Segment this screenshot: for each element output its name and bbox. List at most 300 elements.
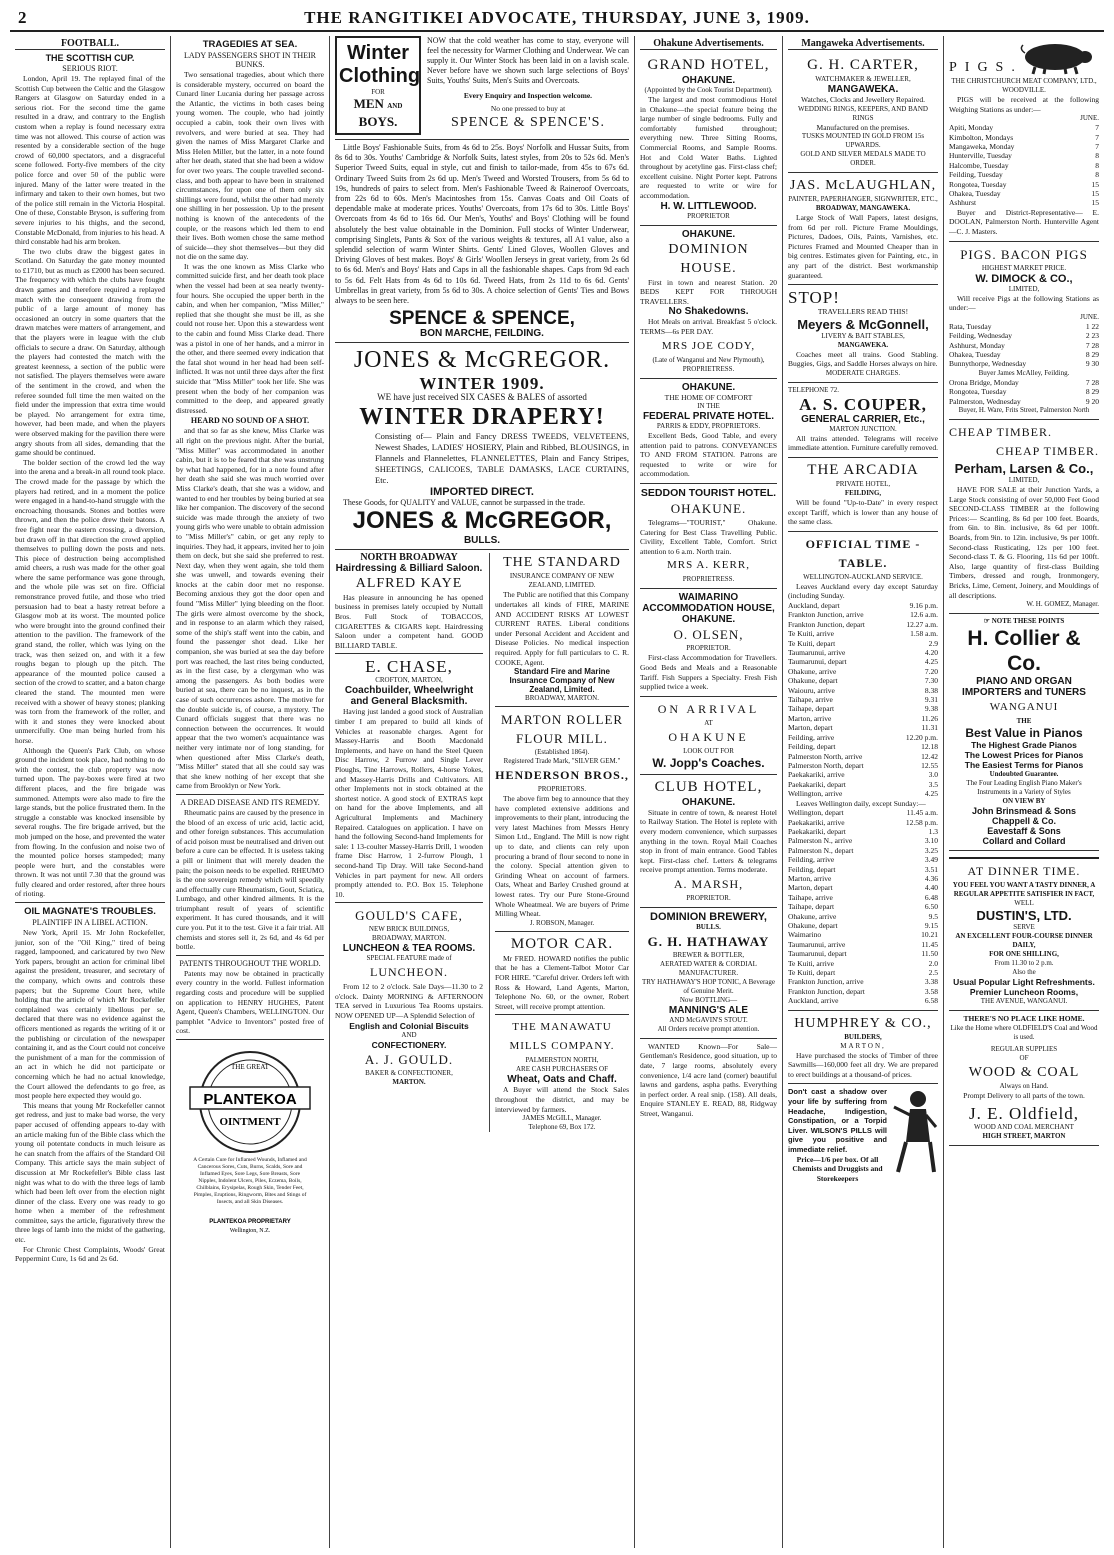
row-value: 4.40 [924,883,938,893]
at-dinner-time: AT DINNER TIME. [967,864,1081,879]
masthead [10,8,1104,32]
row-label: Bunnythorpe, Wednesday [949,359,1027,369]
table-row [788,648,938,657]
table-row [949,397,1099,406]
row-label: Frankton Junction, arrive [788,610,864,620]
dustin-also: Also the [1012,968,1036,977]
home-regular: REGULAR SUPPLIES [990,1044,1058,1053]
home-always: Always on Hand. [999,1081,1049,1090]
gould-and: AND [401,1030,417,1039]
meyers-moderate: MODERATE CHARGES. [825,368,901,377]
mangaweka-section: Mangaweka Advertisements. [788,38,938,50]
row-label: Ashhurst [949,198,977,208]
home-of: OF [1019,1053,1029,1062]
federal-in-the: IN THE [697,402,720,410]
collier-four: The Four Leading English Piano Maker's Instruments in a Variety of Styles [966,779,1082,797]
pig-icon [1015,39,1095,75]
gould-broadway: BROADWAY, MARTON. [372,934,446,943]
for-word: FOR [371,88,385,96]
boys-word: BOYS. [358,114,398,129]
meyers-text: Coaches meet all trains. Good Stabling. Buggies, Gigs, and Saddle Horses always on hire. [788,349,938,369]
manawatu-mills: THE MANAWATU MILLS COMPANY. [509,1021,615,1053]
row-value: 15 [1091,179,1099,189]
row-label: Palmerston N., arrive [788,836,853,846]
meyers-mcgonnell: Meyers & McGonnell, [797,316,929,332]
dread-disease-headline: A DREAD DISEASE AND ITS REMEDY. [180,797,320,807]
rheumo-paragraph: Rheumatic pains are caused by the presence in the blood of an excess of uric acid, lactic acid, and other foreign substances. This accumulation of acid poison must be neutralised and driven out before a cure can be effected. It is useless taking a pill or liniment that will merely deaden the pain; the poison needs to be expelled. RHEUMO is the one sovereign remedy which will speedily and effectually cure Rheumatism, Gout, Sciatica, Lumbago, and other kindred ailments. It is the triumphant result of years of scientific experiment. It has cured thousands, and it will cure you. Put it to the test. Give it a fair trial. All chemists and stores sell it, 2s 6d, and 4s 6d per bottle. [176,807,324,952]
patents-paragraph: Patents may now be obtained in practically every country in the world. Fullest information regarding costs and procedure will be supplied on application to HENRY HUGHES, Patent Agent, Queen's Chambers, WELLINGTON. Our pamphlet "Advice to Inventors" posted free of cost. [176,968,324,1036]
row-label: Te Kuiti, arrive [788,629,834,639]
table-row [788,770,938,779]
dominion-text-2: Hot Meals on arrival. Breakfast 5 o'clock. TERMS—6s PER DAY. [640,317,777,336]
row-value: 4.20 [924,648,938,658]
gould-confectionery: CONFECTIONERY. [371,1039,447,1050]
row-label: Palmerston N., depart [788,845,854,855]
seddon-location: OHAKUNE. [670,500,747,516]
row-value: 3.49 [924,855,938,865]
row-value: 7 [1095,132,1099,142]
oldfield-location: HIGH STREET, MARTON [982,1132,1066,1141]
table-row [949,142,1099,151]
tragedies-headline: TRAGEDIES AT SEA. [202,39,298,50]
arrival-ohakune: OHAKUNE [668,729,749,744]
collier-wanganui: WANGANUI [989,701,1059,714]
dinner-sub: YOU FEEL YOU WANT A TASTY DINNER, A REGULAR APPETITE SATISFIER IN FACT, [952,881,1096,899]
hairdressing-sub: Hairdressing & Billiard Saloon. [335,562,483,574]
row-label: Frankton Junction, depart [788,619,865,629]
row-label: Taihape, arrive [788,695,833,705]
row-value: 1.3 [928,826,938,836]
spence-name: SPENCE & SPENCE, [389,308,575,330]
row-label: Paekakariki, arrive [788,770,845,780]
row-value: 7.30 [924,676,938,686]
row-label: Orona Bridge, Monday [949,377,1019,387]
scottish-cup-headline: THE SCOTTISH CUP. [45,53,135,63]
gould-luncheon: LUNCHEON. [370,965,448,980]
grand-hotel: GRAND HOTEL, [647,57,770,73]
mclaughlan-text: Large Stock of Wall Papers, latest designs, from 6d per roll. Picture Frame Mouldings, Pictures, Dadoes, Oils, Paints, Varnishes, etc. Pictures Framed and Mounted Cheaper than in big centres. Estimates given for Painting, etc., in any part of the district. Best workmanship guaranteed. [788,213,938,280]
seddon-text: Telegrams—"TOURIST," Ohakune. Catering for Best Class Travelling Public. Civility, Excellent Table, Comfort. Strict attention to 6 a.m. North train. [640,517,777,556]
home-prompt: Prompt Delivery to all parts of the town. [963,1090,1085,1100]
row-value: 3.51 [924,864,938,874]
row-label: Marton, depart [788,883,833,893]
table-row [788,893,938,902]
gould-baker: BAKER & CONFECTIONER, [365,1068,453,1077]
row-label: Auckland, arrive [788,996,839,1006]
row-label: Palmerston North, arrive [788,751,863,761]
winter-intro: NOW that the cold weather has come to stay, everyone will feel the necessity for Warmer Clothing and Underwear. We can supply it. Our Winter Stock has been laid in on a lavish scale. Never before have we shown such large selections of Boys' Suits, Youths' Suits, Men's Suits and Overcoats. [427,36,629,85]
north-broadway: NORTH BROADWAY [360,552,458,564]
row-label: Palmerston North, depart [788,760,864,770]
kaye-text: Has pleasure in announcing he has opened business in premises lately occupied by Nuttall Bros. Full Stock of TOBACCOS, CIGARETTES & CIGARS kept. Hairdressing Saloon under a competent hand. GOOD BILLIARD TABLE. [335,592,483,650]
couper-sub: GENERAL CARRIER, Etc., [801,413,925,425]
row-value: 9.15 [924,921,938,930]
row-value: 8 29 [1085,350,1099,360]
row-label: Paekakariki, depart [788,779,846,789]
dominion-location: OHAKUNE. [681,228,736,240]
row-value: 3.25 [924,845,938,855]
table-row [788,657,938,666]
row-label: Taumarunui, arrive [788,648,846,658]
table-row [949,387,1099,396]
jm-received: WE have just received SIX CASES & BALES of assorted [377,392,587,403]
tragedies-paragraph-1: Two sensational tragedies, about which there is considerable mystery, occurred on board the Cunard liner Lucania during her passage across the Atlantic, the victims in both cases being young women. The couple, who had jointly occupied a cabin, took their own lives with revolvers, and were buried at sea. They had given the names of Miss Margaret Clarke and Miss Helen Miller, but the latter, in a note found after her death, stated that she had been a widow for over two years. The couple travelled second-class, and both appear to have been in straitened circumstances, for upon one of them only six shillings were found, whilst the other had merely one shilling in her possession. Up to the present nothing is known of the antecedents of the couple, or the reasons which led them to end their lives. Both women chose the same method of suicide—they shot themselves—but they did not die on the same day. [176,70,324,262]
je-oldfield: J. E. Oldfield, [969,1104,1079,1124]
winter-1909: WINTER 1909. [419,374,545,394]
seddon-hotel: SEDDON TOURIST HOTEL. [640,486,777,499]
cheap-timber-1: CHEAP TIMBER. [949,425,1053,440]
table-row [788,940,938,949]
row-label: Frankton Junction, depart [788,986,865,996]
imported-direct: IMPORTED DIRECT. [430,485,534,498]
row-value: 7 [1095,142,1099,151]
gh-carter: G. H. CARTER, [807,57,919,73]
enquiry-line: Every Enquiry and Inspection welcome. [463,91,593,100]
mcgavins-stout: AND McGAVIN'S STOUT. [669,1015,748,1024]
row-value: 15 [1091,189,1099,199]
row-label: Feilding, depart [788,742,836,752]
the-standard: THE STANDARD [503,555,621,571]
row-label: Rongotea, Tuesday [949,179,1007,189]
row-value: 3.38 [924,977,938,987]
row-value: 9.5 [928,911,938,921]
standard-agent: Standard Fire and Marine Insurance Company of New Zealand, Limited. [509,667,615,695]
h-collier: H. Collier & Co. [967,627,1081,676]
row-value: 4.25 [924,789,938,799]
column-1 [10,36,171,1548]
tragedies-paragraph-2: It was the one known as Miss Clarke who committed suicide first, and her death took place when the vessel had been at sea nearly twenty-four hours. She occupied the upper berth in the cabin, and when her companion, "Miss Miller," replied that she thought she must be ill, as she could not rouse her. Upon this a stewardess went to the cabin and found Miss Clarke dead. There was a pistol in one of her hands, and a mirror in the other, and there seemed every indication that the fatal shot wound in her head had been self-inflicted. It was not until three days after the first suicide that "Miss Miller" took her life. She was present when the body of her companion was committed to the deep, and appeared greatly distressed. [176,261,324,415]
column-2 [171,36,330,1548]
wood-and-coal: WOOD & COAL [968,1064,1080,1080]
standard-sub: INSURANCE COMPANY OF NEW ZEALAND, LIMITED. [509,572,615,590]
no-sound-subhead: HEARD NO SOUND OF A SHOT. [190,416,310,426]
stop-heading: STOP! [788,288,840,308]
jas-mclaughlan: JAS. McLAUGHLAN, [789,178,937,193]
row-value: 2.0 [928,958,938,968]
oint-word: OINTMENT [219,1116,281,1128]
carter-location: MANGAWEKA. [827,84,899,95]
table-row [788,761,938,770]
standard-text: The Public are notified that this Company undertakes all kinds of FIRE, MARINE AND ACCIDENT RISKS AT LOWEST CURRENT RATES. Liberal conditions under Personal Accident and Accident and Disease Policies. No medical inspection required. Apply for full particulars to C. R. COOKE, Agent. [495,590,629,667]
pigs-june: JUNE. [1080,114,1099,123]
row-value: 12.18 [921,742,938,752]
aj-gould: A. J. GOULD. [364,1051,454,1067]
collier-v4: Collard and Collard [982,836,1066,847]
row-value: 9 30 [1085,359,1099,369]
couper-text: All trains attended. Telegrams will receive immediate attention. Furniture carefully removed. [788,433,938,453]
row-value: 11.45 a.m. [906,808,938,818]
dustin-avenue: THE AVENUE, WANGANUI. [980,997,1068,1006]
bon-marche: BON MARCHE, FEILDING. [420,328,544,340]
row-label: Feilding, Tuesday [949,170,1003,180]
humphrey-co: HUMPHREY & CO., [794,1015,932,1031]
and-word: AND [387,102,403,110]
row-value: 3.58 [924,986,938,996]
row-value: 1.58 a.m. [910,629,938,639]
dominion-house: DOMINION HOUSE. [668,241,749,276]
row-label: Waimarino [788,930,822,940]
home-sub: Like the Home where OLDFIELD'S Coal and Wood is used. [950,1023,1098,1041]
men-word: MEN [353,96,384,111]
manawatu-text: A Buyer will attend the Stock Sales throughout the district, and may be interviewed by farmers. [495,1085,629,1114]
table-row [788,629,938,638]
dimock-limited: LIMITED, [1008,284,1040,293]
grand-proprietor-label: PROPRIETOR [687,211,730,220]
arcadia-location: FEILDING, [844,489,882,498]
dinner-well: WELL [1014,899,1034,908]
row-label: Taihape, depart [788,704,835,714]
libel-paragraph-1: New York, April 15. Mr John Rockefeller, junior, son of the "Oil King," tired of being ragged, lampooned, and caricatured by two New York papers, brought an action for criminal libel against the president, treasurer, and secretary of the company, which owns and controls these papers; but the Supreme Court here, while holding that the article of which Mr Rockefeller complained was certainly libellous per se, declared that there was no evidence against the officers mentioned as regards the writing of it or the publishing or circulation of the newspaper containing it, and as the Court could not conceive the punishment of a man for the commission of an act in which he did not participate or concerning which he had no actual knowledge, the Court allowed the defendants to go free, as most people here expected they would go. [15,928,165,1101]
row-label: Kimbolton, Mondays [949,132,1014,142]
collier-view: ON VIEW BY [1002,797,1046,806]
bacon-highest: HIGHEST MARKET PRICE. [981,263,1067,272]
dustin-excellent: AN EXCELLENT FOUR-COURSE DINNER DAILY, [955,932,1093,950]
perham-larsen: Perham, Larsen & Co., [954,461,1094,477]
row-label: Te Kuiti, depart [788,638,836,648]
henderson-text: The above firm beg to announce that they have completed extensive additions and improvements to their plant, introducing the very latest Machines from Messrs Henry Simon Ltd., England. The Mill is now right up to date, and clients can rely upon procuring a brand of flour second to none in the colony. Special attention given to Grinding Wheat on account of farmers. Oats, Wheat and Barley Crushed ground at lowest rates. Try our Pure Stone-Ground Whole Wheatmeal. We are buyers of Prime Milling Wheat. [495,794,629,919]
federal-text: Excellent Beds, Good Table, and every attention paid to patrons. CONVEYANCES TO AND FROM STATION. Patrons are requested to write or wire for accommodation. [640,431,777,479]
row-label: Rata, Tuesday [949,321,992,331]
column-6 [944,36,1104,1548]
table-row [788,987,938,996]
table-row [788,686,938,695]
row-value: 11.50 [921,949,938,959]
spence-heading: SPENCE & SPENCE'S. [451,115,605,130]
oint-proprietary: PLANTEKOA PROPRIETARY [209,1219,291,1225]
table-row [949,378,1099,387]
gould-luncheon-tea: LUNCHEON & TEA ROOMS. [342,943,476,955]
football-section-head: FOOTBALL. [15,38,165,50]
row-label: Ohakune, depart [788,921,838,930]
wilsons-pills-ad: Don't cast a shadow over your life by suffering from Headache, Indigestion, Constipation, or a Torpid Liver. WILSON'S PILLS will give you positive and immediate relief. [788,1087,887,1154]
carter-tusks: TUSKS MOUNTED IN GOLD FROM 15s UPWARDS. [801,132,925,149]
arrival-look: LOOK OUT FOR [683,746,734,755]
row-label: Ohakea, Tuesday [949,189,1001,199]
row-value: 11.45 [921,939,938,949]
on-arrival: ON ARRIVAL [657,701,760,716]
pigs-company: THE CHRISTCHURCH MEAT COMPANY, LTD., WOODVILLE. [951,77,1097,94]
arrival-at: AT [704,718,713,727]
row-value: 12.55 [921,760,938,770]
mrs-a-kerr: MRS A. KERR, [667,559,750,572]
table-row [788,874,938,883]
row-value: 3.0 [928,770,938,780]
clothing-word: Clothing [339,65,421,87]
wanted-known: WANTED Known—For Sale—Gentleman's Residence, good situation, up to date, 7 large rooms, absolutely every convenience, 1/4 acre land (corner) beautiful lawns and gardens, aspha paths. Everything in perfect order. A real snip. (158). All deals, Enquire STANLEY E. READ, 88, Ridgway Street, Wanganui. [640,1041,777,1119]
row-label: Ohakea, Tuesday [949,350,1001,360]
row-label: Frankton Junction, arrive [788,977,864,987]
table-row [788,846,938,855]
as-couper: A. S. COUPER, [799,394,927,414]
wilsons-price: Price—1/6 per box. Of all Chemists and Druggists and Storekeepers [792,1154,883,1183]
gould-text: From 12 to 2 o'clock. Sale Days—11.30 to 2 o'clock. Dainty MORNING & AFTERNOON TEA served in Luxurious Tea Rooms upstairs. NOW OPENED UP—A Splendid Selection of [335,982,483,1021]
table-row [788,723,938,732]
row-label: Feilding, arrive [788,855,835,865]
table-row [788,780,938,789]
a-marsh: A. MARSH, [673,876,744,891]
row-label: Taumarunui, arrive [788,939,846,949]
chase-location: CROFTON, MARTON, [375,676,443,685]
carter-wedding: WEDDING RINGS, KEEPERS, AND BAND RINGS [798,104,928,122]
table-row [788,714,938,723]
table-row [788,921,938,930]
plantekoa-ointment-ad [176,1047,324,1237]
collier-l2: The Lowest Prices for Pianos [964,750,1084,761]
note-text: NOTE THESE POINTS [991,617,1065,626]
bacon-buyer-2: Buyer, H. Ware, Frits Street, Palmerston North [958,406,1090,415]
dustin-serve: SERVE [1013,923,1035,932]
henderson-manager: J. ROBSON, Manager. [529,918,595,927]
hathaway-aerated: AERATED WATER & CORDIAL MANUFACTURER. [660,959,757,977]
row-label: Taumarunui, depart [788,949,847,959]
libel-paragraph-2: This means that young Mr Rockefeller cannot get redress, and just to make bad worse, the very paper accused of offending appears to-day with an article making fun of the Bible class which the young oil potentate conducts in much leisure as he can snatch from the affairs of the Standard Oil Company. This article says the main subject of discussion at Mr Rockefeller's Bible class last night was what to do with the three legs of lamb which had been left over from the election night dinner of the class. Every one was ready to go home when a member of the refreshment committee, says the article, figuratively threw the three legs of lamb into the midst of the gathering, etc. [15,1100,165,1245]
row-value: 6.50 [924,902,938,912]
row-label: Ohakune, depart [788,676,838,686]
jones-mcgregor-heading: JONES & McGREGOR. [353,347,611,374]
mclaughlan-location: BROADWAY, MANGAWEKA. [815,204,911,212]
row-label: Feilding, arrive [788,732,835,742]
row-value: 1 22 [1085,321,1099,331]
mannings-ale: MANNING'S ALE [668,1004,749,1016]
winter-clothing-box [335,36,421,135]
table-row [788,704,938,713]
dustin-usual: Usual Popular Light Refreshments. [953,977,1095,988]
gh-hathaway: G. H. HATHAWAY [647,933,770,949]
row-value: 2.9 [928,638,938,648]
waimarino-location: OHAKUNE. [681,614,736,626]
bacon-text: Will receive Pigs at the following Stations as under:— [949,293,1099,313]
jm-bulls: BULLS. [463,535,501,547]
dustin-one-shilling: FOR ONE SHILLING, [989,950,1059,959]
arcadia-sub: PRIVATE HOTEL, [835,480,891,489]
pigs-buyer: Buyer and District-Representative— E. DOOLAN, Palmerston North. Hunterville Agent—C. J. Masters. [949,207,1099,237]
table-row [788,883,938,892]
tragedies-paragraph-3: and that so far as she knew, Miss Clarke was all right on the previous night. After the burial, "Miss Miller" was accommodated in another cabin, but it is to be feared that she was unstrung by what had happened, for in a note found after her death she said she was much worried over Miss Clarke's death, that she was a widow, and wanted to end her troubles by being buried at sea like her companion. The discovery of the second suicide was made through the anxiety of two young girls who were unable to obtain admission to "Miss Miller's" cabin, or get any reply to inquiries. They had, it appears, invited her to join them on deck, but she said she preferred to rest. Next day, when they went again, she told them she was unwell, and towards evening their knocks at the cabin door met no response. Becoming anxious they got the door open and found "Miss Miller" lying bleeding on the floor. The girls were almost overcome by the shock, and in response to an alarm which they raised, some of the ship's staff went into the cabin, and found the passenger shot dead. Like her companion, she was buried at sea the day before port was reached, the last rites being conducted, as in the first case, by a clergyman who was among the passengers. As both bodies were buried at sea, there can be no inquest, as in the case of such occurrences ashore. The motive for the double suicide is, of course, a mystery. The Cunard officials suggest that there was no connection between the occurrences. It would appear that the two women's acquaintance was neither very intimate nor of long standing, for when questioned after Miss Clarke's death, "Miss Miller" stated that all she could say was that she knew nothing of her except that she came from Brooklyn or New York. [176,426,324,791]
dustins: DUSTIN'S, LTD. [976,908,1072,924]
henderson-bros: HENDERSON BROS., [495,768,629,783]
alfred-kaye: ALFRED KAYE [355,575,463,591]
arcadia-text: Will be found "Up-to-Date" in every respect except Tariff, which is lower than any house of the same class. [788,498,938,527]
bacon-buyer: Buyer James McAlley, Feilding. [978,368,1070,377]
row-value: 12.42 [921,751,938,761]
row-value: 6.48 [924,892,938,902]
mill-trademark: Registered Trade Mark, "SILVER GEM." [503,757,621,766]
oil-magnate-headline: OIL MAGNATE'S TROUBLES. [24,906,156,918]
row-label: Marton, arrive [788,713,832,723]
stop-sub: TRAVELLERS READ THIS! [817,307,909,317]
perham-text: HAVE FOR SALE at their Junction Yards, a Large Stock consisting of over 50,000 Feet Good SECOND-CLASS TIMBER at the following Prices:— Scantling, 8s 6d per 100 feet. Boards, from 6in. to 8in. inclusive, 8s 6d per 100ft. Boards, from 9in. to 12in. inclusive, 9s per 100ft. Second-class Rusticating, 12s per 100 feet. Second-class T. & G. Flooring, 11s 6d per 100ft. Also, large quantity of first-class Building Timbers, dressed and rough, Ironmongery, Bricks, Lime, Cement, Joinery, and Mouldings of all descriptions. [949,485,1099,600]
riot-paragraph-1: London, April 19. The replayed final of the Scottish Cup between the Celtic and the Glasgow Rangers at Glasgow on Saturday ended in a serious riot. For the second time the game resulted in a draw, and contrary to the English custom when a replay is found necessary extra time was not allowed. This course of action was resented by a considerable section of the huge crowd of 60,000 spectators, and a disgraceful scene followed. Forty-five members of the city police force and over 50 of the public were injured. Many of the latter were treated in the infirmary and taken to their own homes, but two of the police still remain in the Victoria Hospital. One of these, Constable Bryson, is suffering from severe injuries to his thighs, and the second, Constable McDonald, from injuries to his head. A third constable had his arm broken. [15,74,165,247]
oint-city: Wellington, N.Z. [229,1228,271,1234]
table-row [788,752,938,761]
row-value: 2 23 [1085,331,1099,341]
table-row [788,818,938,827]
row-value: 4.36 [924,873,938,883]
carter-text: Watches, Clocks and Jewellery Repaired. [801,95,925,104]
goulds-cafe: GOULD'S CAFE, [355,908,463,924]
chase-sub: Coachbuilder, Wheelwright and General Blacksmith. [344,685,474,708]
timetable-sub: WELLINGTON-AUCKLAND SERVICE. [803,572,923,581]
row-value: 7.20 [924,666,938,676]
brewery-location: BULLS. [696,922,721,931]
table-row [949,180,1099,189]
hathaway-brewer: BREWER & BOTTLER, [672,950,745,959]
dominion-text: First in town and nearest Station. 20 BEDS KEPT FOR THROUGH TRAVELLERS. [640,277,777,306]
federal-location: OHAKUNE. [681,381,736,393]
note-these-points: ☞ NOTE THESE POINTS [983,617,1065,626]
row-label: Auckland, depart [788,601,840,610]
row-value: 7 [1095,123,1099,133]
meyers-location: MANGAWEKA. [837,340,889,349]
table-row [949,198,1099,207]
table-row [949,350,1099,359]
masthead-title: THE RANGITIKEI ADVOCATE, THURSDAY, JUNE 3, 1909. [304,8,810,27]
peppermint-cure-note: For Chronic Chest Complaints, Woods' Great Peppermint Cure, 1s 6d and 2s 6d. [15,1244,165,1264]
row-value: 3.5 [928,779,938,789]
club-location: OHAKUNE. [681,796,736,808]
cody-label: (Late of Wanganui and New Plymouth), PROPRIETRESS. [652,355,765,373]
row-label: Hunterville, Tuesday [949,151,1012,161]
row-value: 11.26 [921,713,938,723]
table-row [788,742,938,751]
row-value: 9.31 [924,695,938,705]
row-label: Halcombe, Tuesday [949,160,1009,170]
table-row [949,331,1099,340]
table-row [949,170,1099,179]
table-row [788,601,938,610]
column-3-left-ads [335,553,483,1132]
hathaway-hop-tonic: TRY HATHAWAY'S HOP TONIC, A Beverage of Genuine Merit. [641,977,776,995]
collier-v3: Eavestaff & Sons [987,826,1061,837]
column-3 [330,36,635,1548]
row-label: Apiti, Monday [949,123,994,133]
mclaughlan-sub: PAINTER, PAPERHANGER, SIGNWRITER, ETC., [788,195,938,203]
table-row [788,789,938,798]
row-value: 7 28 [1085,340,1099,350]
row-label: Rongotea, Tuesday [949,387,1007,397]
perham-manager: W. H. GOMEZ, Manager. [1026,600,1099,609]
row-label: Te Kuiti, arrive [788,958,834,968]
waimarino-text: First-class Accommodation for Travellers. Good Beds and Meals and a Reasonable Tariff. Fish Suppers a Specialty. Fresh Fish supplied twice a week. [640,653,777,692]
row-value: 8 [1095,160,1099,170]
dustin-premier: Premier Luncheon Rooms, [969,987,1079,998]
club-hotel: CLUB HOTEL, [654,778,763,795]
row-label: Taihape, arrive [788,892,833,902]
grand-text: The largest and most commodious Hotel in Ohakune—the special feature being the large number of single bedrooms. Fully and comfortably furnished throughout; everything new. Three Sitting Rooms, Commercial Rooms, and Sample Rooms. Hot and Cold Water Baths. Lighted throughout by acetyline gas. First-class chef; excellent cuisine. Night Porter kept. Patrons are requested to write or wire for accommodation. [640,95,777,200]
riot-paragraph-2: The two clubs draw the biggest gates in Scotland. On Saturday the gate money mounted to £1710, but as much as £2000 has been secured. The frequency with which the clubs have fought drawn games and therefore required a replayed match with the consequent drawing from the public of a large amount of money has occasioned an outcry in some quarters that the drawn matches were matters of arrangement, and that the players were in league with the club officials to secure a draw. On Saturday, although the players had contested the match with the greatest keenness, a section of the public were not satisfied. The players themselves were aware of the sentiment in the crowd, and when the referee sounded full time the men waited on the field under the impression that extra time would be played. No arrangement for extra time, however, had been made, and when the players were observed making for the pavilion there were angry shouts from all sides, demanding that the game should be continued. [15,246,165,458]
club-text: Situate in centre of town, & nearest Hotel to Railway Station. The Hotel is replete with every modern convenience, which surpasses anything in the town. Royal Mail Coaches stop in front of main entrance. Good Tables kept. First-class chef. Letters & telegrams receive prompt attention. Terms moderate. [640,807,777,875]
patents-headline: PATENTS THROUGHOUT THE WORLD. [179,958,321,968]
row-value: 12.27 a.m. [906,619,938,629]
oint-description: A Certain Cure for Inflamed Wounds, Inflamed and Cancerous Sores, Cuts, Burns, Scalds, Sore and Inflamed Eyes, Sore Legs, Sore Breasts, Sore Nipples, Indolent Ulcers, Piles, Eczema, Boils, Chilblains, Erysipelas, Rough Skin, Tender Feet, Pimples, Eruptions, Ringworm, Bites and Stings of Insects, and all Skin Diseases. [193,1157,307,1205]
row-value: 9 20 [1085,396,1099,406]
row-label: Mangaweka, Monday [949,142,1015,151]
oldfield-sub: WOOD AND COAL MERCHANT [974,1123,1074,1132]
henderson-proprietors: PROPRIETORS. [537,785,587,794]
grand-location: OHAKUNE. [681,75,736,86]
winter-clothing-ad [335,36,629,140]
winter-word: Winter [346,42,410,64]
bacon-pigs: PIGS. BACON PIGS [960,246,1088,262]
hathaway-now: Now BOTTLING— [679,995,738,1004]
couper-telephone: TELEPHONE 72. [788,385,839,394]
winter-drapery: WINTER DRAPERY! [359,403,605,430]
column-4 [635,36,783,1548]
no-one-pressed: No one pressed to buy at [490,103,566,113]
table-row [788,639,938,648]
jm-goods-line: These Goods, for QUALITY and VALUE, cannot be surpassed in the trade. [343,497,586,507]
row-value: 4.25 [924,657,938,667]
